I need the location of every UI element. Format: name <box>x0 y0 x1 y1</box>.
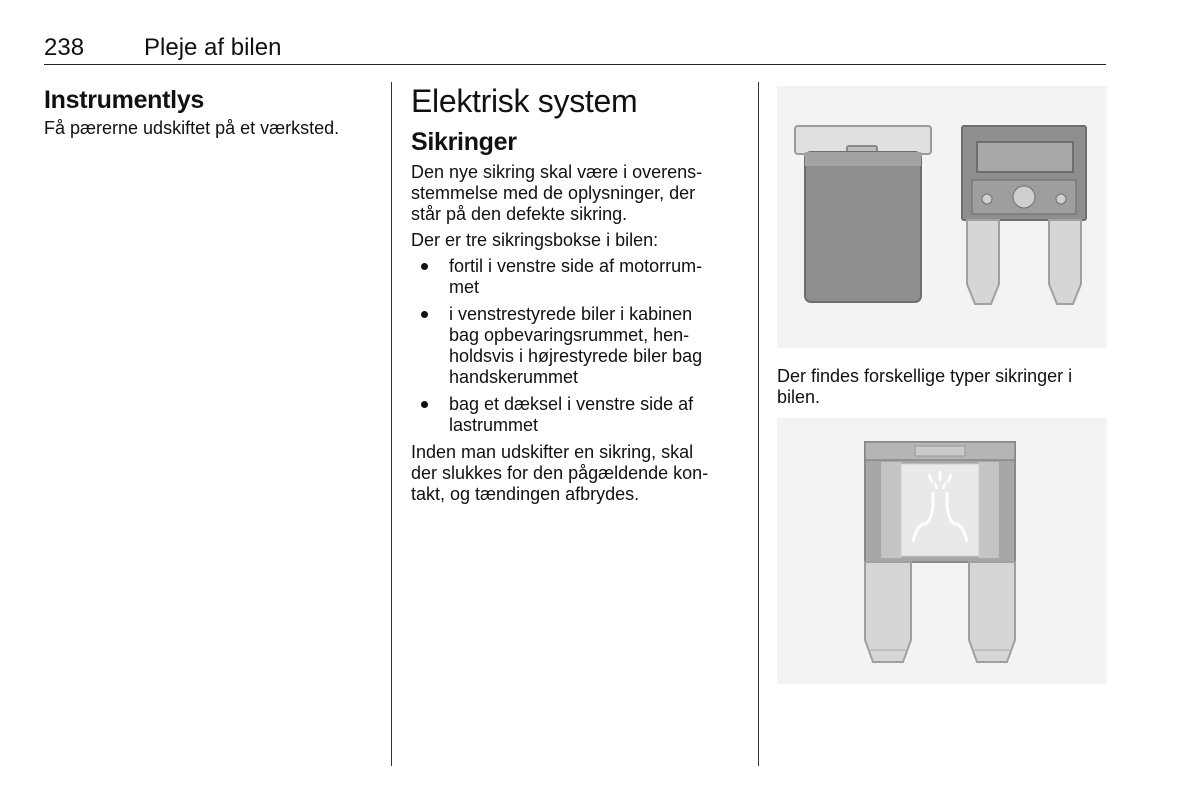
transparent-fuse-icon <box>865 442 1015 662</box>
chapter-title: Elektrisk system <box>411 83 638 119</box>
bullet-icon <box>421 263 428 270</box>
section-title: Pleje af bilen <box>144 34 282 61</box>
side-view-fuse-icon <box>795 126 931 302</box>
list-item: fortil i venstre side af motorrum- met <box>411 256 746 298</box>
fuse-types-illustration <box>777 86 1107 348</box>
paragraph-line: der slukkes for den pågældende kon- <box>411 463 709 483</box>
paragraph-line: står på den defekte sikring. <box>411 204 628 224</box>
instrumentlys-text: Få pærerne udskiftet på et værksted. <box>44 118 340 138</box>
instrumentlys-heading: Instrumentlys <box>44 86 205 114</box>
page-number: 238 <box>44 34 85 61</box>
fusebox-list <box>411 256 746 436</box>
list-item: i venstrestyrede biler i kabinen bag opbevaringsrummet, hen- holdsvis i højrestyrede biler bag handskerummet <box>411 304 746 388</box>
bullet-icon <box>421 401 428 408</box>
front-view-fuse-icon <box>962 126 1086 304</box>
header-rule <box>44 64 1106 65</box>
list-item: bag et dæksel i venstre side af lastrummet <box>411 394 746 436</box>
paragraph-1 <box>411 162 746 225</box>
mini-fuse-illustration <box>777 418 1107 684</box>
column-left <box>44 82 374 144</box>
column-middle <box>411 82 746 510</box>
column-divider <box>391 82 392 766</box>
paragraph-line: takt, og tændingen afbrydes. <box>411 484 640 504</box>
figure-caption: Der findes forskellige typer sikringer i bilen. <box>777 366 1073 407</box>
paragraph-line: stemmelse med de oplysninger, der <box>411 183 696 203</box>
sikringer-heading: Sikringer <box>411 128 517 156</box>
paragraph-line: Inden man udskifter en sikring, skal <box>411 442 694 462</box>
paragraph-2: Der er tre sikringsbokse i bilen: <box>411 230 659 250</box>
page-header <box>44 34 1106 64</box>
paragraph-line: Den nye sikring skal være i overens- <box>411 162 703 182</box>
bullet-icon <box>421 311 428 318</box>
column-divider <box>758 82 759 766</box>
paragraph-3 <box>411 442 746 505</box>
